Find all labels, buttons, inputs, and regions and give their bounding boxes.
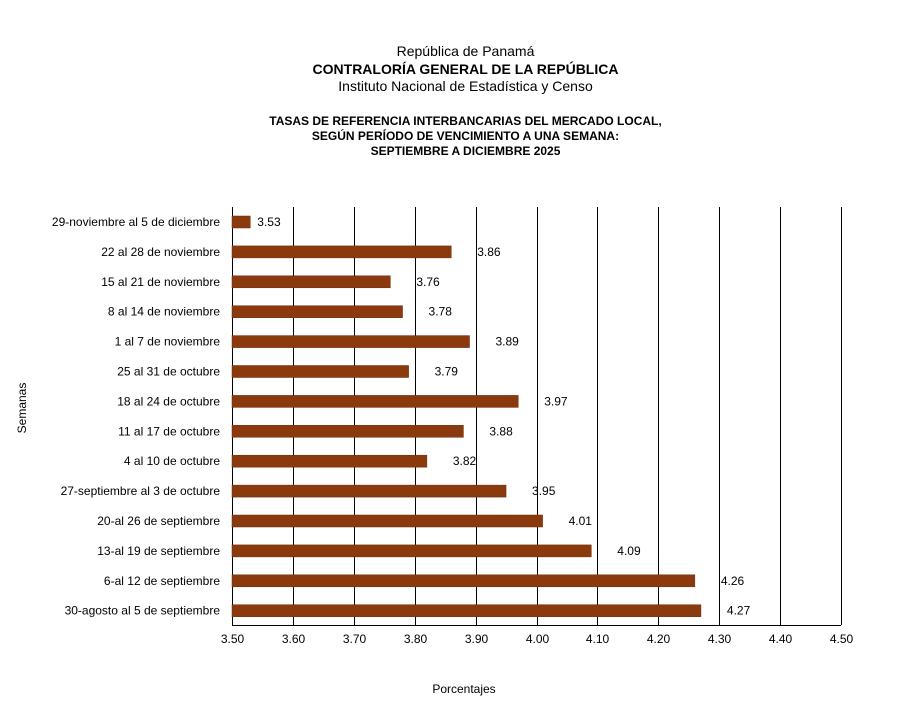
bar <box>232 515 543 527</box>
category-label: 15 al 21 de noviembre <box>101 274 220 289</box>
x-tick-label: 4.50 <box>829 632 854 646</box>
category-label: 1 al 7 de noviembre <box>114 334 220 349</box>
bar <box>232 575 695 587</box>
category-label: 29-noviembre al 5 de diciembre <box>51 215 220 229</box>
category-labels <box>52 215 220 618</box>
category-label: 11 al 17 de octubre <box>118 424 220 439</box>
x-tick-label: 4.20 <box>646 632 671 646</box>
x-tick-label: 3.70 <box>342 632 367 646</box>
institute-name: Instituto Nacional de Estadística y Censo <box>338 78 593 94</box>
x-tick-label: 3.90 <box>464 632 489 646</box>
category-label: 27-septiembre al 3 de octubre <box>60 484 220 499</box>
category-label: 20-al 26 de septiembre <box>97 514 220 528</box>
bar <box>232 395 518 407</box>
category-label: 30-agosto al 5 de septiembre <box>64 603 220 618</box>
institution-name: CONTRALORÍA GENERAL DE LA REPÚBLICA <box>312 61 619 77</box>
bar <box>232 276 390 288</box>
value-label: 3.86 <box>477 244 501 259</box>
category-label: 4 al 10 de octubre <box>123 454 220 469</box>
x-tick-label: 4.00 <box>525 632 550 646</box>
value-label: 3.89 <box>495 334 519 349</box>
bar <box>232 216 250 228</box>
bar <box>232 246 451 258</box>
bar <box>232 455 427 467</box>
value-label: 3.76 <box>416 274 440 289</box>
category-label: 6-al 12 de septiembre <box>103 573 220 588</box>
x-axis-label: Porcentajes <box>432 682 496 696</box>
category-label: 25 al 31 de octubre <box>117 364 220 379</box>
value-label: 3.95 <box>532 484 556 499</box>
bar <box>232 545 591 557</box>
value-label: 4.27 <box>726 603 751 618</box>
chart-title-line-2: SEGÚN PERÍODO DE VENCIMIENTO A UNA SEMANA: <box>311 129 620 143</box>
x-tick-label: 4.10 <box>585 632 610 646</box>
category-label: 8 al 14 de noviembre <box>107 304 220 319</box>
x-tick-label: 3.60 <box>281 632 306 646</box>
chart-title-line-3: SEPTIEMBRE A DICIEMBRE 2025 <box>370 144 561 158</box>
bar <box>232 336 470 348</box>
value-label: 4.09 <box>617 543 641 558</box>
x-tick-label: 4.30 <box>707 632 732 646</box>
x-tick-label: 4.40 <box>768 632 793 646</box>
chart-title-line-1: TASAS DE REFERENCIA INTERBANCARIAS DEL MERCADO LOCAL, <box>269 114 662 128</box>
country-name: República de Panamá <box>396 43 535 59</box>
category-label: 13-al 19 de septiembre <box>97 543 220 558</box>
value-label: 3.53 <box>257 215 281 229</box>
gridlines <box>232 207 842 626</box>
bar <box>232 485 506 497</box>
value-label: 3.97 <box>544 394 568 409</box>
bar <box>232 605 701 617</box>
bar <box>232 306 403 318</box>
category-label: 18 al 24 de octubre <box>117 394 220 409</box>
value-label: 4.26 <box>720 573 745 588</box>
x-tick-label: 3.80 <box>403 632 428 646</box>
value-labels <box>257 215 750 618</box>
category-label: 22 al 28 de noviembre <box>101 244 220 259</box>
bar <box>232 425 463 437</box>
x-tick-labels <box>221 632 854 646</box>
bar <box>232 366 409 378</box>
value-label: 3.82 <box>452 454 477 469</box>
value-label: 3.88 <box>489 424 513 439</box>
y-axis-label: Semanas <box>15 382 29 434</box>
value-label: 3.78 <box>428 304 452 319</box>
value-label: 3.79 <box>434 364 458 379</box>
x-tick-label: 3.50 <box>220 632 245 646</box>
value-label: 4.01 <box>568 514 592 528</box>
